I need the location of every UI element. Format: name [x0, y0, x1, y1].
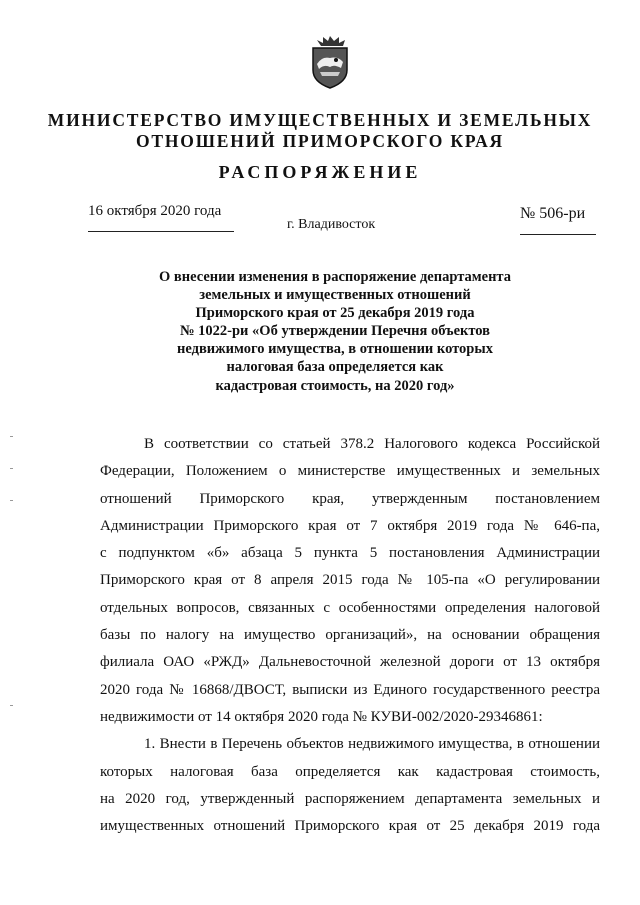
body-line: Администрации Приморского края от 7 октября 2019 года № 646-па,: [100, 517, 600, 534]
title-line: недвижимого имущества, в отношении которых: [177, 341, 493, 358]
document-date: 16 октября 2020 года: [88, 203, 222, 219]
body-line: которых налоговая база определяется как кадастровая стоимость,: [100, 763, 600, 780]
date-underline: [88, 231, 234, 232]
body-line: 1. Внести в Перечень объектов недвижимого имущества, в отношении: [144, 736, 600, 753]
scan-mark: [10, 436, 13, 437]
title-line: налоговая база определяется как: [226, 359, 444, 376]
document-type: РАСПОРЯЖЕНИЕ: [218, 162, 422, 182]
ministry-name: [0, 110, 640, 152]
ministry-line: ОТНОШЕНИЙ ПРИМОРСКОГО КРАЯ: [136, 131, 504, 151]
document-body: [100, 431, 600, 840]
title-line: кадастровая стоимость, на 2020 год»: [215, 377, 455, 394]
body-line: 2020 года № 16868/ДВОСТ, выписки из Единого государственного реестра: [100, 681, 600, 698]
document-number: № 506-ри: [520, 205, 586, 222]
title-line: земельных и имущественных отношений: [199, 287, 471, 304]
title-line: № 1022-ри «Об утверждении Перечня объектов: [179, 323, 491, 340]
body-line: имущественных отношений Приморского края от 25 декабря 2019 года: [100, 818, 600, 835]
scan-mark: [10, 705, 13, 706]
body-line: с подпунктом «б» абзаца 5 пункта 5 постановления Администрации: [100, 545, 600, 562]
document-city: г. Владивосток: [287, 217, 376, 232]
document-title: [140, 268, 530, 395]
body-line: В соответствии со статьей 378.2 Налогового кодекса Российской: [144, 436, 600, 452]
body-line: отдельных вопросов, связанных с особенностями определения налоговой: [100, 599, 600, 616]
body-line: отношений Приморского края, утвержденным постановлением: [100, 490, 600, 507]
body-line: Федерации, Положением о министерстве имущественных и земельных: [100, 463, 600, 480]
title-line: Приморского края от 25 декабря 2019 года: [195, 305, 475, 322]
crest-icon: [308, 34, 352, 90]
ministry-line: МИНИСТЕРСТВО ИМУЩЕСТВЕННЫХ И ЗЕМЕЛЬНЫХ: [47, 110, 593, 130]
number-underline: [520, 234, 596, 235]
scan-mark: [10, 468, 13, 469]
scan-mark: [10, 500, 13, 501]
body-line: на 2020 год, утвержденный распоряжением департамента земельных и: [100, 790, 600, 807]
body-line: филиала ОАО «РЖД» Дальневосточной железной дороги от 13 октября: [100, 654, 600, 671]
body-line: базы по налогу на имущество организаций», на основании обращения: [100, 627, 600, 644]
body-line: недвижимости от 14 октября 2020 года № КУВИ-002/2020-29346861:: [100, 708, 543, 725]
body-line: Приморского края от 8 апреля 2015 года № 105-па «О регулировании: [100, 572, 600, 589]
title-line: О внесении изменения в распоряжение департамента: [159, 269, 511, 285]
